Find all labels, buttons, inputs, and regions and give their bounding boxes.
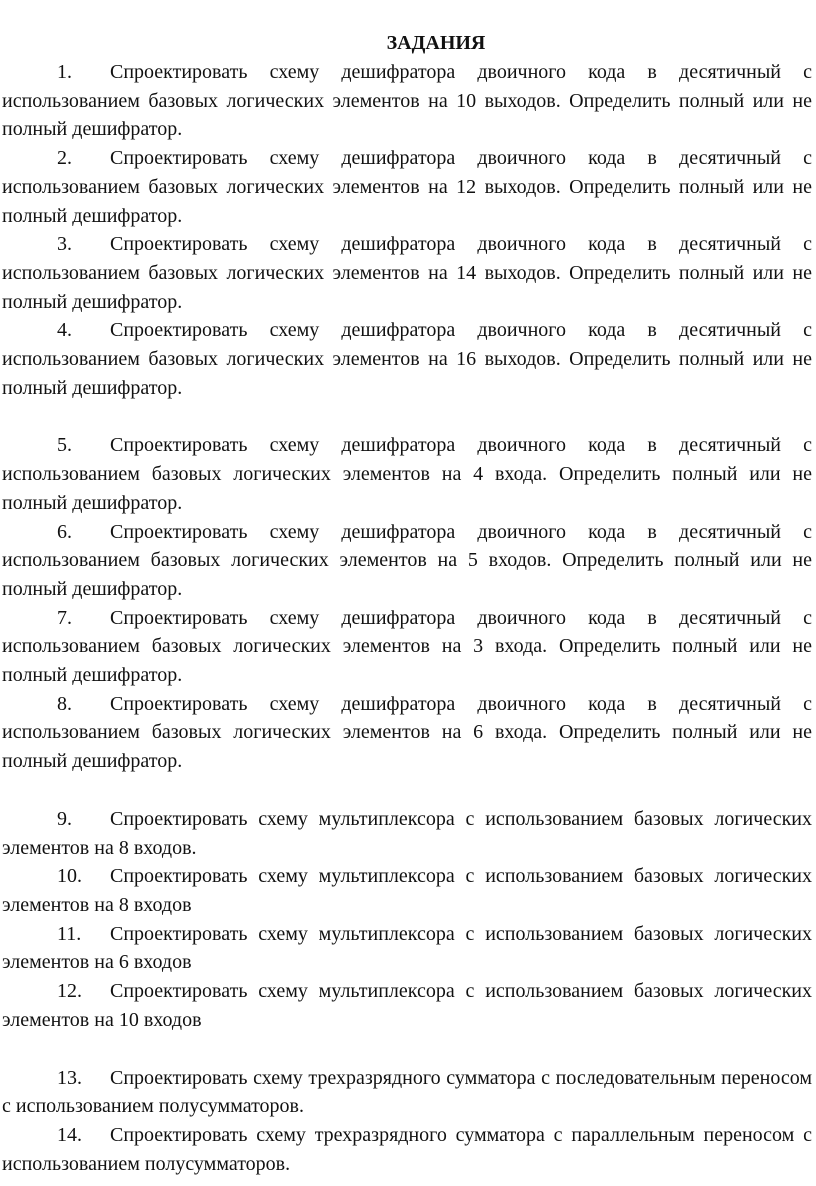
task-number: 11.	[57, 922, 82, 945]
task-item-2	[2, 144, 812, 230]
task-text: Спроектировать схему мультиплексора с использованием базовых логических элементов на 8 входов	[2, 865, 812, 916]
task-item-12	[2, 977, 812, 1034]
task-text: Спроектировать схему мультиплексора с использованием базовых логических элементов на 10 входов	[2, 980, 812, 1031]
task-number: 8.	[57, 692, 72, 715]
task-text: Спроектировать схему трехразрядного сумматора с параллельным переносом с использованием полусумматоров.	[2, 1123, 812, 1175]
task-number: 7.	[57, 606, 72, 629]
task-item-11	[2, 920, 812, 977]
task-text: Спроектировать схему дешифратора двоичного кода в десятичный с использованием базовых логических элементов на 12 выходов. Определить полный или не полный дешифратор.	[2, 147, 812, 227]
task-number: 9.	[57, 807, 72, 830]
task-item-6	[2, 518, 812, 604]
task-number: 10.	[57, 865, 82, 888]
task-item-4	[2, 316, 812, 402]
task-item-13	[2, 1064, 812, 1121]
task-number: 6.	[57, 520, 72, 543]
task-text: Спроектировать схему дешифратора двоичного кода в десятичный с использованием базовых логических элементов на 10 выходов. Определить полный или не полный дешифратор.	[2, 61, 812, 141]
section-gap	[2, 1035, 812, 1064]
task-text: Спроектировать схему мультиплексора с использованием базовых логических элементов на 8 входов.	[2, 807, 812, 859]
task-number: 13.	[57, 1066, 82, 1089]
task-number: 14.	[57, 1123, 82, 1146]
task-text: Спроектировать схему дешифратора двоичного кода в десятичный с использованием базовых логических элементов на 5 входов. Определить полный или не полный дешифратор.	[2, 520, 812, 600]
task-item-10	[2, 862, 812, 919]
task-text: Спроектировать схему мультиплексора с использованием базовых логических элементов на 6 входов	[2, 922, 812, 974]
task-item-7	[2, 604, 812, 690]
task-text: Спроектировать схему дешифратора двоичного кода в десятичный с использованием базовых логических элементов на 14 выходов. Определить полный или не полный дешифратор.	[2, 233, 812, 313]
task-list	[2, 58, 812, 1178]
task-number: 5.	[57, 434, 72, 457]
task-item-3	[2, 230, 812, 316]
task-item-5	[2, 431, 812, 517]
section-gap	[2, 402, 812, 431]
task-text: Спроектировать схему дешифратора двоичного кода в десятичный с использованием базовых логических элементов на 3 входа. Определить полный или не полный дешифратор.	[2, 606, 812, 687]
task-number: 3.	[57, 233, 72, 256]
task-item-8	[2, 690, 812, 776]
task-number: 1.	[57, 61, 72, 83]
task-item-9	[2, 805, 812, 862]
document-title: ЗАДАНИЯ	[386, 32, 486, 54]
task-text: Спроектировать схему дешифратора двоичного кода в десятичный с использованием базовых логических элементов на 4 входа. Определить полный или не полный дешифратор.	[2, 434, 812, 514]
task-text: Спроектировать схему дешифратора двоичного кода в десятичный с использованием базовых логических элементов на 16 выходов. Определить полный или не полный дешифратор.	[2, 319, 812, 399]
task-item-14	[2, 1121, 812, 1178]
task-item-1	[2, 58, 812, 144]
task-text: Спроектировать схему дешифратора двоичного кода в десятичный с использованием базовых логических элементов на 6 входа. Определить полный или не полный дешифратор.	[2, 692, 812, 773]
task-number: 12.	[57, 980, 82, 1003]
task-number: 2.	[57, 147, 72, 170]
task-text: Спроектировать схему трехразрядного сумматора с последовательным переносом с использованием полусумматоров.	[2, 1066, 812, 1118]
section-gap	[2, 776, 812, 805]
task-number: 4.	[57, 319, 72, 342]
